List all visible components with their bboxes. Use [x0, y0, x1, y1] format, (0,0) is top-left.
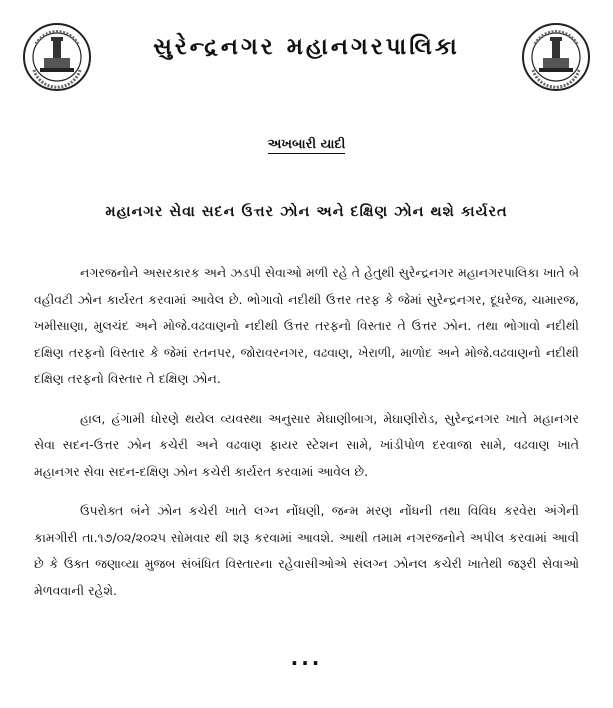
headline: મહાનગર સેવા સદન ઉત્તર ઝોન અને દક્ષિણ ઝોન થશે કાર્યરત — [105, 204, 508, 220]
paragraph-zones: નગરજનોને અસરકારક અને ઝડપી સેવાઓ મળી રહે તે હેતુથી સુરેન્દ્રનગર મહાનગરપાલિકા ખાતે બે વહીવટી ઝોન કાર્યરત કરવામાં આવેલ છે. ભોગાવો નદીથી ઉત્તર તરફ કે જેમાં સુરેન્દ્રનગર, દૂધરેજ, ચામારજ, ખમીસાણા, મુલચંદ અને મોજે.વઢવાણનો નદીથી ઉત્તર તરફનો વિસ્તાર તે ઉત્તર ઝોન. તથા ભોગાવો નદીથી દક્ષિણ તરફનો વિસ્તાર કે જેમાં રતનપર, જોરાવરનગર, વઢવાણ, ખેરાળી, માળોદ અને મોજે.વઢવાણનો નદીથી દક્ષિણ તરફનો વિસ્તાર તે દક્ષિણ ઝોન. — [34, 265, 579, 386]
paragraph-services: ઉપરોક્ત બંને ઝોન કચેરી ખાતે લગ્ન નોંધણી, જન્મ મરણ નોંધની તથા વિવિધ કરવેરા અંગેની કામગીરી તા.૧૭/૦૨/૨૦૨૫ સોમવાર થી શરૂ કરવામાં આવશે. આથી તમામ નગરજનોને અપીલ કરવામાં આવી છે કે ઉક્ત જણાવ્યા મુજબ સંબંધિત વિસ્તારના રહેવાસીઓએ સંલગ્ન ઝોનલ કચેરી ખાતેથી જરૂરી સેવાઓ મેળવવાની રહેશે. — [34, 503, 579, 598]
corporation-seal-right — [521, 22, 591, 92]
press-release-label — [0, 137, 613, 152]
page-title: સુરેન્દ્રનગર મહાનગરપાલિકા — [153, 34, 460, 60]
corporation-seal-left — [22, 22, 92, 92]
body-text — [34, 260, 579, 604]
paragraph-offices: હાલ, હંગામી ધોરણે થયેલ વ્યવસ્થા અનુસાર મેઘાણીબાગ, મેઘાણીરોડ, સુરેન્દ્રનગર ખાતે મહાનગર સેવા સદન-ઉત્તર ઝોન કચેરી અને વઢવાણ ફાયર સ્ટેશન સામે, ખાંડીપોળ દરવાજા સામે, વઢવાણ ખાતે મહાનગર સેવા સદન-દક્ષિણ ઝોન કચેરી કાર્યરત કરવામાં આવેલ છે. — [34, 410, 579, 479]
press-release-label-text: અખબારી યાદી — [267, 137, 346, 152]
closing-ellipsis: ... — [290, 646, 323, 670]
